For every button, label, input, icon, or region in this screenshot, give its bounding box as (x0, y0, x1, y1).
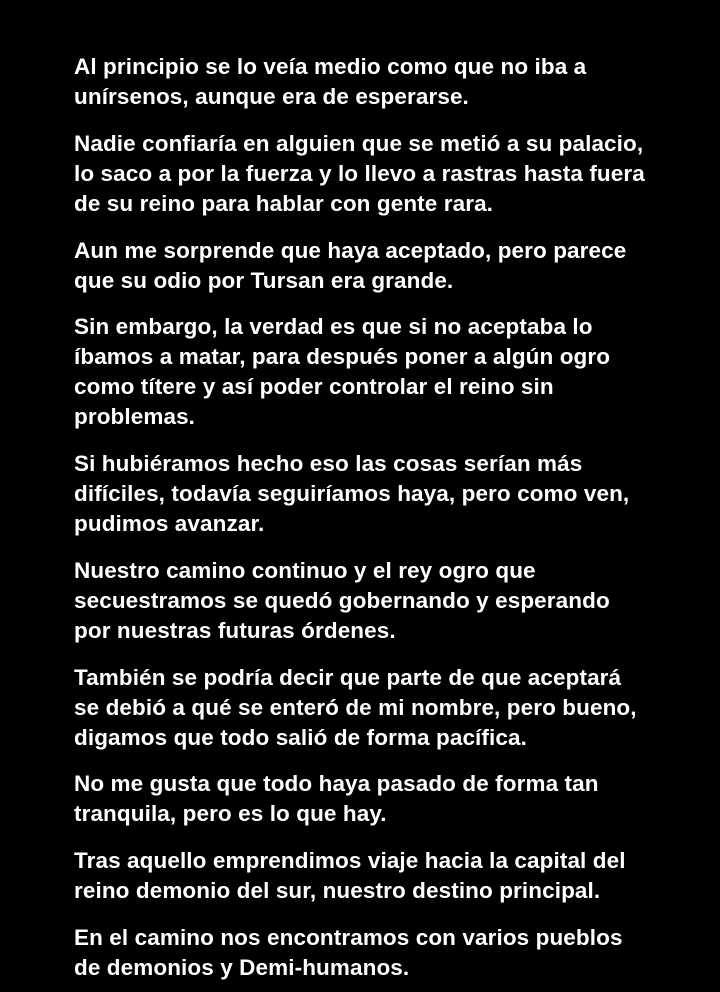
paragraph: Nadie confiaría en alguien que se metió a su palacio, lo saco a por la fuerza y lo llevo a rastras hasta fuera de su reino para hablar con gente rara. (74, 130, 645, 216)
paragraph: Tras aquello emprendimos viaje hacia la capital del reino demonio del sur, nuestro destino principal. (74, 848, 626, 904)
paragraph: Sin embargo, la verdad es que si no aceptaba lo íbamos a matar, para después poner a algún ogro como títere y así poder controlar el reino sin problemas. (74, 314, 611, 430)
paragraph: Nuestro camino continuo y el rey ogro que secuestramos se quedó gobernando y esperando por nuestras futuras órdenes. (74, 557, 610, 643)
paragraph: No me gusta que todo haya pasado de forma tan tranquila, pero es lo que hay. (74, 771, 599, 827)
reader-text-body (8, 0, 712, 992)
paragraph: Aun me sorprende que haya aceptado, pero parece que su odio por Tursan era grande. (74, 237, 627, 293)
paragraph: Si hubiéramos hecho eso las cosas serían más difíciles, todavía seguiríamos haya, pero como ven, pudimos avanzar. (74, 451, 630, 536)
paragraph: También se podría decir que parte de que aceptará se debió a qué se enteró de mi nombre, pero bueno, digamos que todo salió de forma pacífica. (74, 664, 637, 750)
paragraph: En el camino nos encontramos con varios pueblos de demonios y Demi-humanos. (74, 925, 623, 981)
paragraph: Al principio se lo veía medio como que no iba a unírsenos, aunque era de esperarse. (74, 54, 587, 109)
